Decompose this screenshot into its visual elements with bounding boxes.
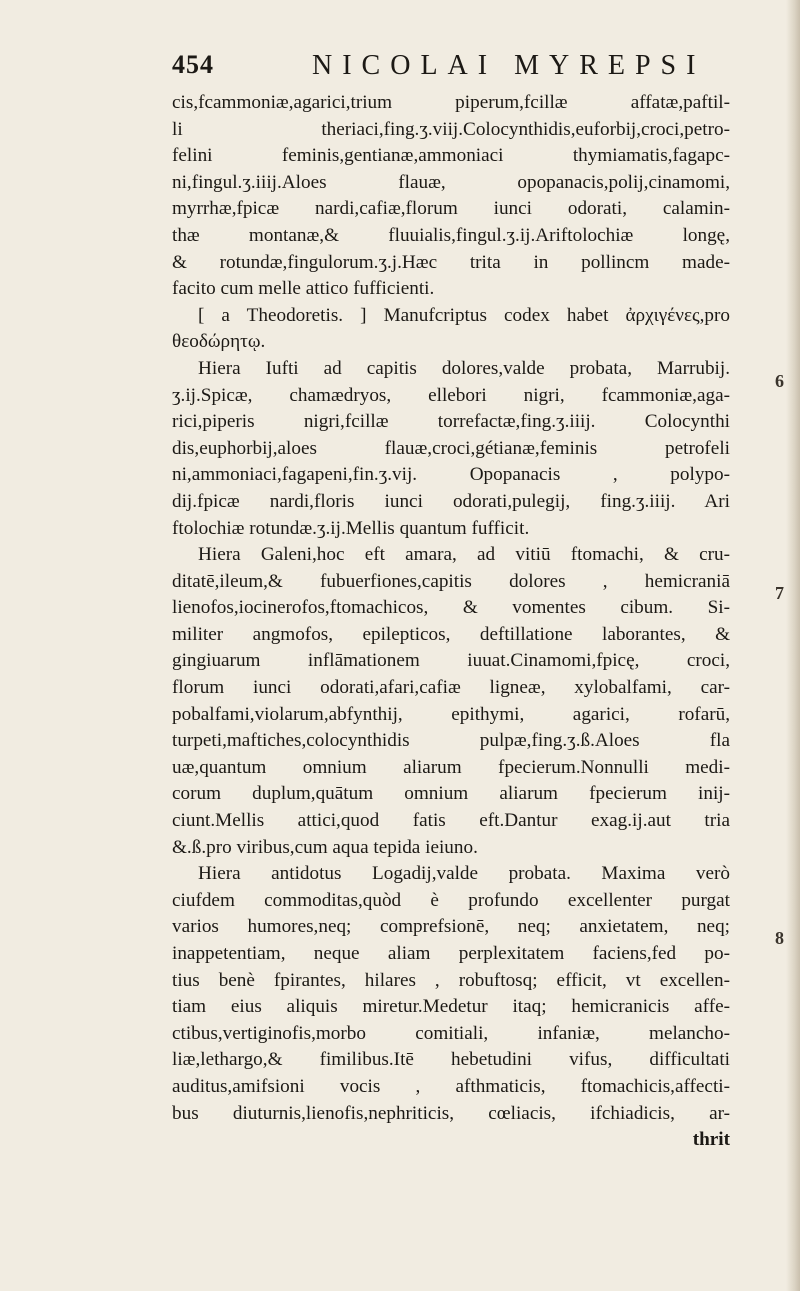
margin-note-6: 6 bbox=[775, 371, 784, 391]
paragraph-start: Hiera Galeni,hoc eft amara, ad vitiū ftomachi, & cru- bbox=[198, 544, 730, 566]
text-line: ciufdem commoditas,quòd è profundo excellenter purgat bbox=[172, 889, 730, 911]
text-line: dis,euphorbij,aloes flauæ,croci,gétianæ,feminis petrofeli bbox=[172, 437, 730, 459]
margin-note-8: 8 bbox=[775, 928, 784, 948]
text-line: myrrhæ,fpicæ nardi,cafiæ,florum iunci odorati, calamin- bbox=[172, 198, 730, 220]
text-line: thæ montanæ,& fluuialis,fingul.ʒ.ij.Ariftolochiæ longę, bbox=[172, 224, 730, 246]
margin-note-7: 7 bbox=[775, 583, 784, 603]
text-line: ftolochiæ rotundæ.ʒ.ij.Mellis quantum fufficit. bbox=[172, 517, 530, 539]
text-line: [ a Theodoretis. ] Manufcriptus codex habet ἀρχιγένες,pro bbox=[198, 304, 730, 326]
page-header bbox=[172, 50, 712, 90]
body-text bbox=[172, 90, 730, 1154]
paragraph-start: Hiera antidotus Logadij,valde probata. Maxima verò bbox=[198, 863, 730, 885]
text-line: cis,fcammoniæ,agarici,trium piperum,fcillæ affatæ,paftil- bbox=[172, 92, 730, 113]
text-line: turpeti,maftiches,colocynthidis pulpæ,fing.ʒ.ß.Aloes fla bbox=[172, 730, 730, 752]
text-line: uæ,quantum omnium aliarum fpecierum.Nonnulli medi- bbox=[172, 756, 730, 778]
text-line: felini feminis,gentianæ,ammoniaci thymiamatis,fagapc- bbox=[172, 145, 730, 167]
page-number: 454 bbox=[172, 50, 214, 79]
text-line: ni,fingul.ʒ.iiij.Aloes flauæ, opopanacis,polij,cinamomi, bbox=[172, 171, 730, 193]
running-title: NICOLAI MYREPSI bbox=[312, 50, 706, 81]
text-line: varios humores,neq; comprefsionē, neq; anxietatem, neq; bbox=[172, 916, 730, 938]
text-line: liæ,lethargo,& fimilibus.Itē hebetudini vifus, difficultati bbox=[172, 1049, 730, 1071]
paragraph-start: Hiera Iufti ad capitis dolores,valde probata, Marrubij. bbox=[198, 357, 730, 379]
text-line: θεοδώρητῳ. bbox=[172, 331, 266, 353]
text-line: & rotundæ,fingulorum.ʒ.j.Hæc trita in pollincm made- bbox=[172, 251, 730, 273]
text-line: florum iunci odorati,afari,cafiæ ligneæ, xylobalfami, car- bbox=[172, 677, 730, 699]
text-line: ni,ammoniaci,fagapeni,fin.ʒ.vij. Opopanacis , polypo- bbox=[172, 464, 730, 486]
text-line: bus diuturnis,lienofis,nephriticis, cœliacis, ifchiadicis, ar- bbox=[172, 1102, 730, 1124]
text-line: facito cum melle attico fufficienti. bbox=[172, 278, 435, 300]
text-line: gingiuarum inflāmationem iuuat.Cinamomi,fpicę, croci, bbox=[172, 650, 730, 672]
page-gutter-shadow bbox=[786, 0, 800, 1291]
text-line: &.ß.pro viribus,cum aqua tepida ieiuno. bbox=[172, 836, 478, 858]
text-line: dij.fpicæ nardi,floris iunci odorati,pulegij, fing.ʒ.iiij. Ari bbox=[172, 490, 730, 512]
text-line: pobalfami,violarum,abfynthij, epithymi, agarici, rofarū, bbox=[172, 703, 730, 725]
text-line: auditus,amifsioni vocis , afthmaticis, ftomachicis,affecti- bbox=[172, 1075, 730, 1097]
text-line: lienofos,iocinerofos,ftomachicos, & vomentes cibum. Si- bbox=[172, 597, 730, 619]
text-line: li theriaci,fing.ʒ.viij.Colocynthidis,euforbij,croci,petro- bbox=[172, 118, 730, 140]
catchword: thrit bbox=[692, 1129, 730, 1151]
text-line: tiam eius aliquis miretur.Medetur itaq; hemicranicis affe- bbox=[172, 996, 730, 1018]
text-line: corum duplum,quātum omnium aliarum fpecierum inij- bbox=[172, 783, 730, 805]
text-line: ditatē,ileum,& fubuerfiones,capitis dolores , hemicraniā bbox=[172, 570, 730, 592]
text-line: militer angmofos, epilepticos, deftillatione laborantes, & bbox=[172, 623, 730, 645]
text-line: ctibus,vertiginofis,morbo comitiali, infaniæ, melancho- bbox=[172, 1022, 730, 1044]
text-line: ʒ.ij.Spicæ, chamædryos, ellebori nigri, fcammoniæ,aga- bbox=[172, 384, 730, 406]
text-line: rici,piperis nigri,fcillæ torrefactæ,fing.ʒ.iiij. Colocynthi bbox=[172, 411, 730, 433]
text-line: ciunt.Mellis attici,quod fatis eft.Dantur exag.ij.aut tria bbox=[172, 810, 730, 832]
text-line: inappetentiam, neque aliam perplexitatem faciens,fed po- bbox=[172, 943, 730, 964]
text-line: tius benè fpirantes, hilares , robuftosq; efficit, vt excellen- bbox=[172, 969, 730, 991]
